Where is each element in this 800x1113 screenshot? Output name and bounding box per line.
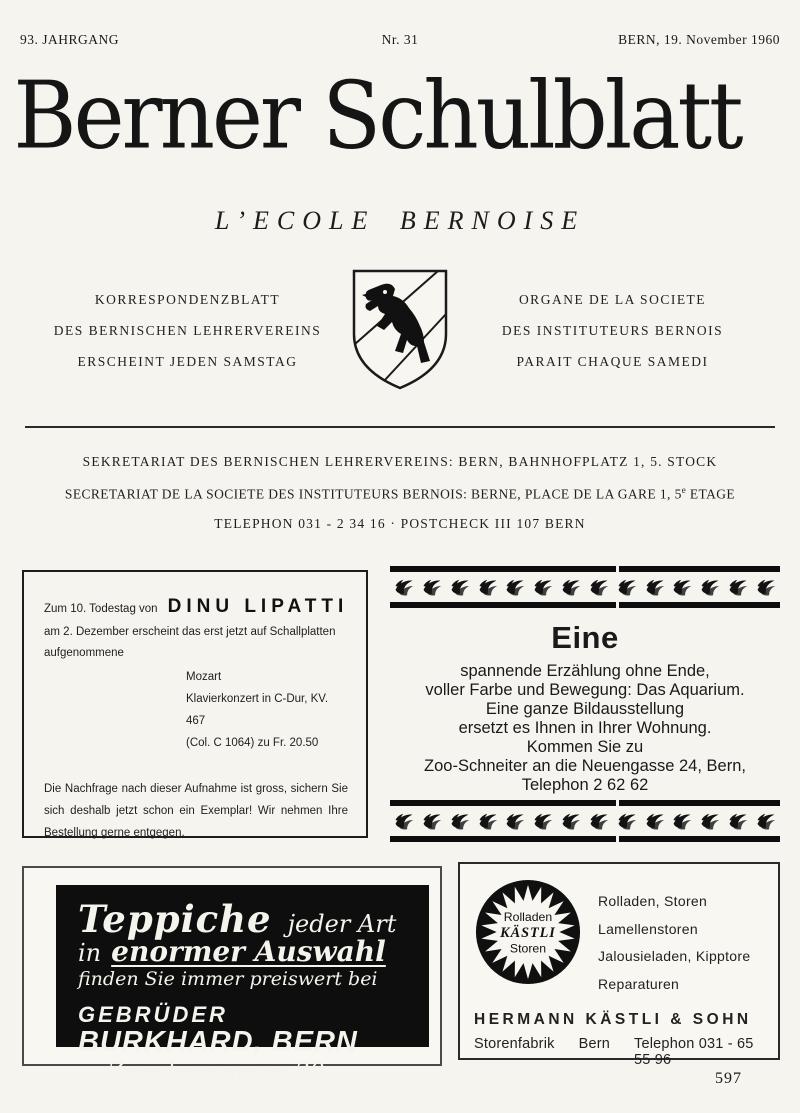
service-item: Lamellenstoren: [598, 920, 698, 937]
fish-icon: [756, 812, 776, 831]
fish-icon: [672, 578, 692, 597]
fish-icon: [505, 578, 525, 597]
fish-icon: [533, 812, 553, 831]
service-item: Jalousieladen, Kipptore: [598, 948, 751, 964]
page-number: 597: [715, 1070, 742, 1087]
volume-label: 93. JAHRGANG: [20, 32, 120, 47]
ad-burkhard-line1: Teppiche jeder Art: [78, 897, 397, 941]
ad-lipatti-line2: am 2. Dezember erscheint das erst jetzt auf Schallplatten: [44, 626, 336, 638]
ad-lipatti-headline: Zum 10. Todestag von DINU LIPATTI: [44, 596, 349, 617]
burkhard-company-name-1: GEBRÜDER: [78, 1002, 228, 1027]
ad-burkhard: [56, 885, 429, 1085]
fish-icon-row: [390, 806, 780, 836]
fish-icon: [394, 578, 414, 597]
kaestli-company-name: HERMANN KÄSTLI & SOHN: [474, 1011, 752, 1028]
service-item: Reparaturen: [598, 975, 680, 992]
masthead-title: Berner Schulblatt: [13, 62, 741, 170]
ad-lipatti-line3: aufgenommene: [44, 647, 124, 659]
kaestli-services-list: [598, 888, 750, 998]
svg-text:KÄSTLI: KÄSTLI: [500, 924, 556, 941]
decorative-bar: [390, 836, 780, 842]
fish-icon: [450, 578, 470, 597]
decorative-bar: [390, 566, 780, 572]
kaestli-info-line: Storenfabrik Bern Telephon 031 - 65 55 96: [474, 1036, 754, 1068]
date-place: BERN, 19. November 1960: [618, 32, 780, 47]
org-right-line: ORGANE DE LA SOCIETE: [518, 291, 707, 307]
kaestli-starburst-logo: [474, 878, 582, 986]
bern-bear-crest-icon: [350, 268, 450, 392]
secretariat-block: [0, 447, 800, 538]
org-left-line: DES BERNISCHEN LEHRERVEREINS: [53, 322, 322, 338]
fish-icon: [533, 578, 553, 597]
service-item: Rolladen, Storen: [598, 893, 708, 909]
fish-icon: [450, 812, 470, 831]
ad-aquarium-body: spannende Erzählung ohne Ende, voller Farbe und Bewegung: Das Aquarium. Eine ganze Bildausstellung ersetzt es Ihnen in Ihrer Wohnung. Kommen Sie zu Zoo-Schneiter an die Neuengasse 24, Bern, Telephon 2 62 62: [424, 662, 746, 794]
masthead-subtitle: L’ECOLE BERNOISE: [214, 206, 586, 235]
header-row: [20, 32, 780, 48]
fish-icon: [589, 578, 609, 597]
fish-icon-row: [390, 572, 780, 602]
organisation-block: [45, 268, 755, 392]
org-right-line: DES INSTITUTEURS BERNOIS: [501, 322, 724, 338]
fish-icon: [561, 578, 581, 597]
fish-icon: [672, 812, 692, 831]
org-right-column: [470, 284, 755, 377]
fish-icon: [700, 578, 720, 597]
burkhard-address: Zeughausgasse 20: [108, 1059, 325, 1085]
ad-dinu-lipatti: [22, 570, 368, 838]
fish-icon: [422, 578, 442, 597]
secretariat-line-phone: TELEPHON 031 - 2 34 16 · POSTCHECK III 107 BERN: [214, 515, 586, 531]
fish-icon: [422, 812, 442, 831]
issue-number: Nr. 31: [381, 32, 419, 47]
org-left-line: ERSCHEINT JEDEN SAMSTAG: [77, 353, 298, 369]
dinu-lipatti-name: DINU LIPATTI: [167, 596, 349, 617]
ad-aquarium-headline: Eine: [551, 620, 619, 655]
fish-icon: [728, 812, 748, 831]
fish-icon: [394, 812, 414, 831]
fish-icon: [561, 812, 581, 831]
ad-burkhard-line3: finden Sie immer preiswert bei: [78, 968, 378, 990]
fish-icon: [645, 812, 665, 831]
fish-icon: [478, 578, 498, 597]
decorative-bar: [390, 800, 780, 806]
secretariat-line-fr: SECRETARIAT DE LA SOCIETE DES INSTITUTEURS BERNOIS: BERNE, PLACE DE LA GARE 1, 5e ETAGE: [64, 485, 736, 502]
fish-icon: [700, 812, 720, 831]
secretariat-line-de: SEKRETARIAT DES BERNISCHEN LEHRERVEREINS: BERN, BAHNHOFPLATZ 1, 5. STOCK: [82, 454, 718, 469]
org-right-line: PARAIT CHAQUE SAMEDI: [516, 353, 709, 369]
fish-icon: [617, 578, 637, 597]
ad-kaestli: [458, 862, 780, 1068]
ad-burkhard-line2: in enormer Auswahl: [78, 935, 386, 968]
ad-burkhard-frame: [22, 866, 442, 1085]
ad-lipatti-paragraph: Die Nachfrage nach dieser Aufnahme ist gross, sichern Sie sich deshalb jetzt schon ein Exemplar! Wir nehmen Ihre Bestellung gerne entgegen.: [44, 783, 348, 839]
fish-icon: [756, 578, 776, 597]
ad-zoo-schneiter: [390, 566, 780, 842]
fish-icon: [478, 812, 498, 831]
fish-icon: [505, 812, 525, 831]
ad-lipatti-record-details: Mozart Klavierkonzert in C-Dur, KV. 467 (Col. C 1064) zu Fr. 20.50: [186, 671, 329, 749]
svg-text:Rolladen: Rolladen: [503, 910, 553, 925]
svg-text:Storen: Storen: [509, 941, 547, 956]
horizontal-rule: [25, 426, 775, 428]
fish-icon: [645, 578, 665, 597]
fish-icon: [589, 812, 609, 831]
fish-icon: [617, 812, 637, 831]
burkhard-company-name-2: BURKHARD, BERN: [78, 1026, 358, 1058]
decorative-bar: [390, 602, 780, 608]
fish-icon: [728, 578, 748, 597]
org-left-line: KORRESPONDENZBLATT: [94, 291, 281, 307]
org-left-column: [45, 284, 330, 377]
